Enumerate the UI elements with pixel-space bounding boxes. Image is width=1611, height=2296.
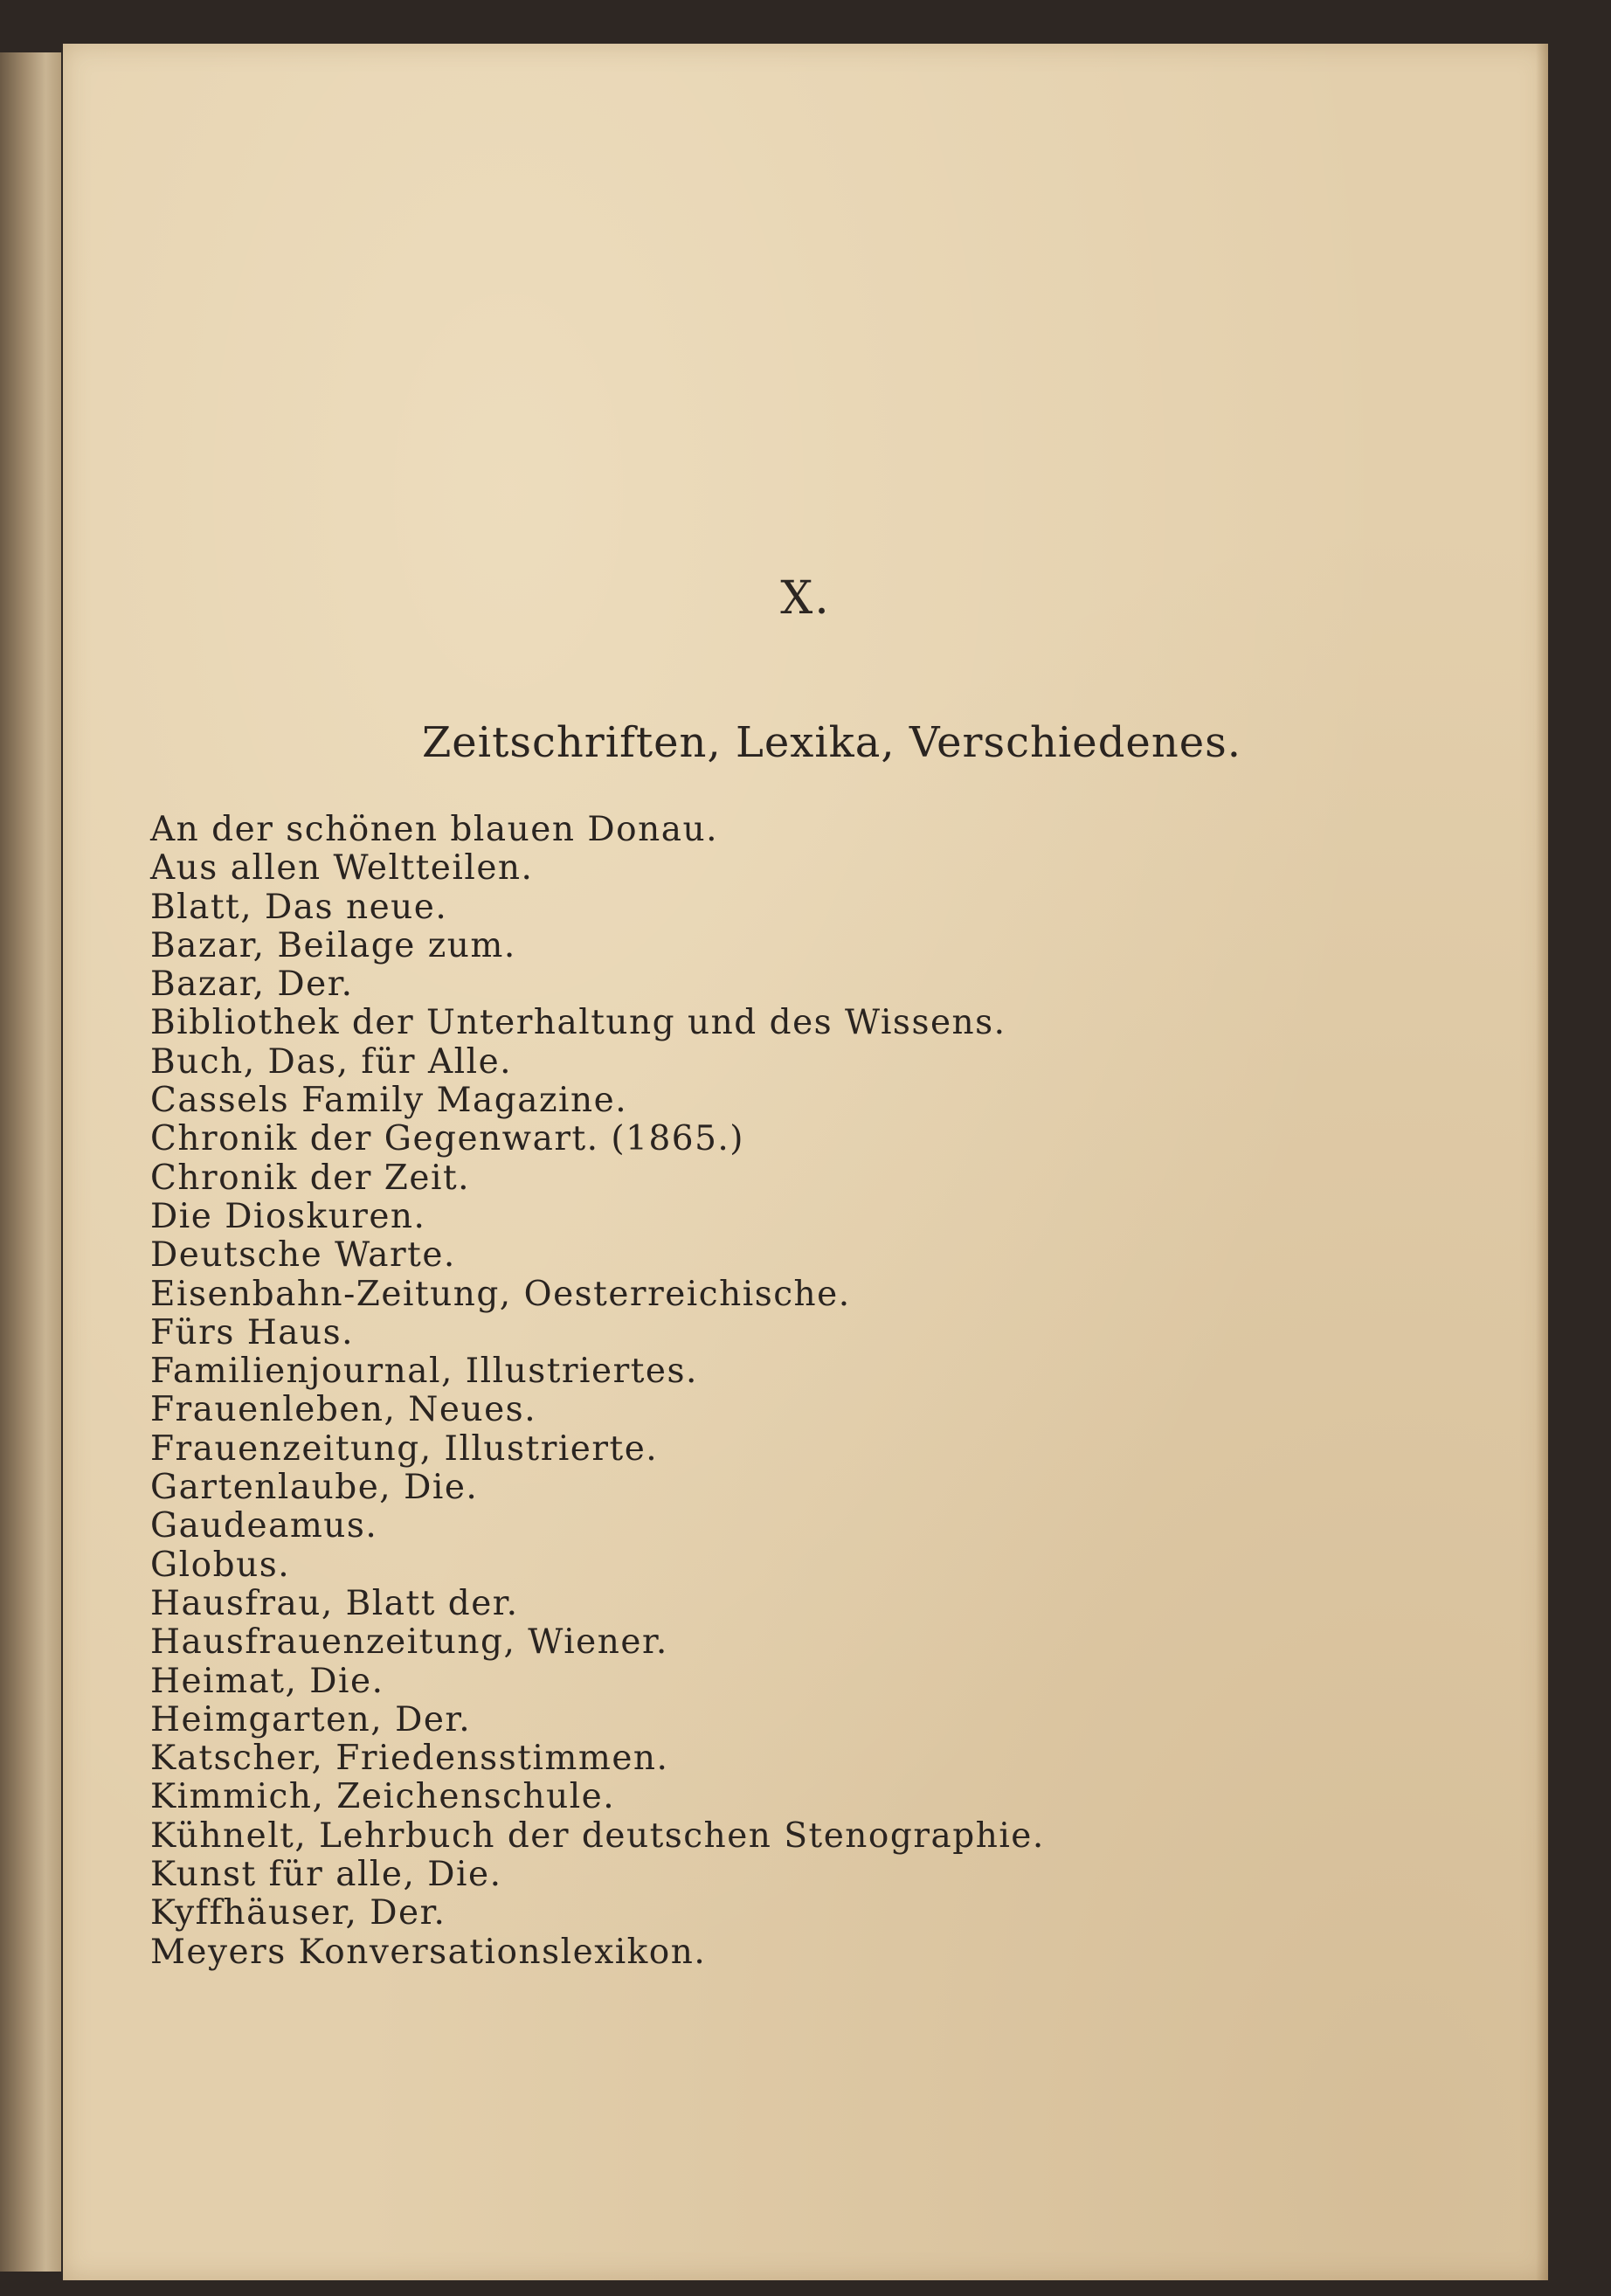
book-page <box>63 44 1548 2280</box>
list-item: Chronik der Gegenwart. (1865.) <box>150 1119 745 1159</box>
list-item: Bibliothek der Unterhaltung und des Wissens. <box>150 1003 1006 1043</box>
list-item: Cassels Family Magazine. <box>150 1081 628 1121</box>
list-item: Bazar, Beilage zum. <box>150 925 516 965</box>
list-item: Frauenleben, Neues. <box>150 1390 537 1430</box>
list-item: Heimat, Die. <box>150 1661 384 1701</box>
list-item: Buch, Das, für Alle. <box>150 1041 513 1082</box>
section-number: X. <box>780 572 831 625</box>
list-item: Eisenbahn-Zeitung, Oesterreichische. <box>150 1274 851 1314</box>
list-item: Bazar, Der. <box>150 965 354 1005</box>
list-item: Frauenzeitung, Illustrierte. <box>150 1428 659 1469</box>
list-item: Globus. <box>150 1545 291 1585</box>
list-item: Aus allen Weltteilen. <box>150 848 534 889</box>
list-item: Meyers Konversationslexikon. <box>150 1932 707 1972</box>
list-item: Katscher, Friedensstimmen. <box>150 1739 669 1779</box>
list-item: Gartenlaube, Die. <box>150 1468 479 1508</box>
list-item: Kimmich, Zeichenschule. <box>150 1777 616 1817</box>
entry-list <box>150 811 1045 1972</box>
list-item: Hausfrau, Blatt der. <box>150 1583 519 1623</box>
list-item: Familienjournal, Illustriertes. <box>150 1352 698 1392</box>
list-item: Gaudeamus. <box>150 1506 378 1546</box>
book-spine <box>0 52 61 2272</box>
list-item: Kühnelt, Lehrbuch der deutschen Stenographie. <box>150 1815 1045 1856</box>
section-title: Zeitschriften, Lexika, Verschiedenes. <box>421 718 1242 767</box>
list-item: Deutsche Warte. <box>150 1235 456 1276</box>
list-item: Blatt, Das neue. <box>150 887 448 927</box>
list-item: Hausfrauenzeitung, Wiener. <box>150 1622 668 1663</box>
list-item: Die Dioskuren. <box>150 1196 426 1236</box>
list-item: Heimgarten, Der. <box>150 1699 472 1739</box>
list-item: An der schönen blauen Donau. <box>150 810 718 849</box>
list-item: Chronik der Zeit. <box>150 1158 471 1198</box>
list-item: Kyffhäuser, Der. <box>150 1893 446 1933</box>
page-edge-shadow <box>1536 44 1548 2280</box>
list-item: Kunst für alle, Die. <box>150 1855 502 1895</box>
list-item: Fürs Haus. <box>150 1312 355 1352</box>
